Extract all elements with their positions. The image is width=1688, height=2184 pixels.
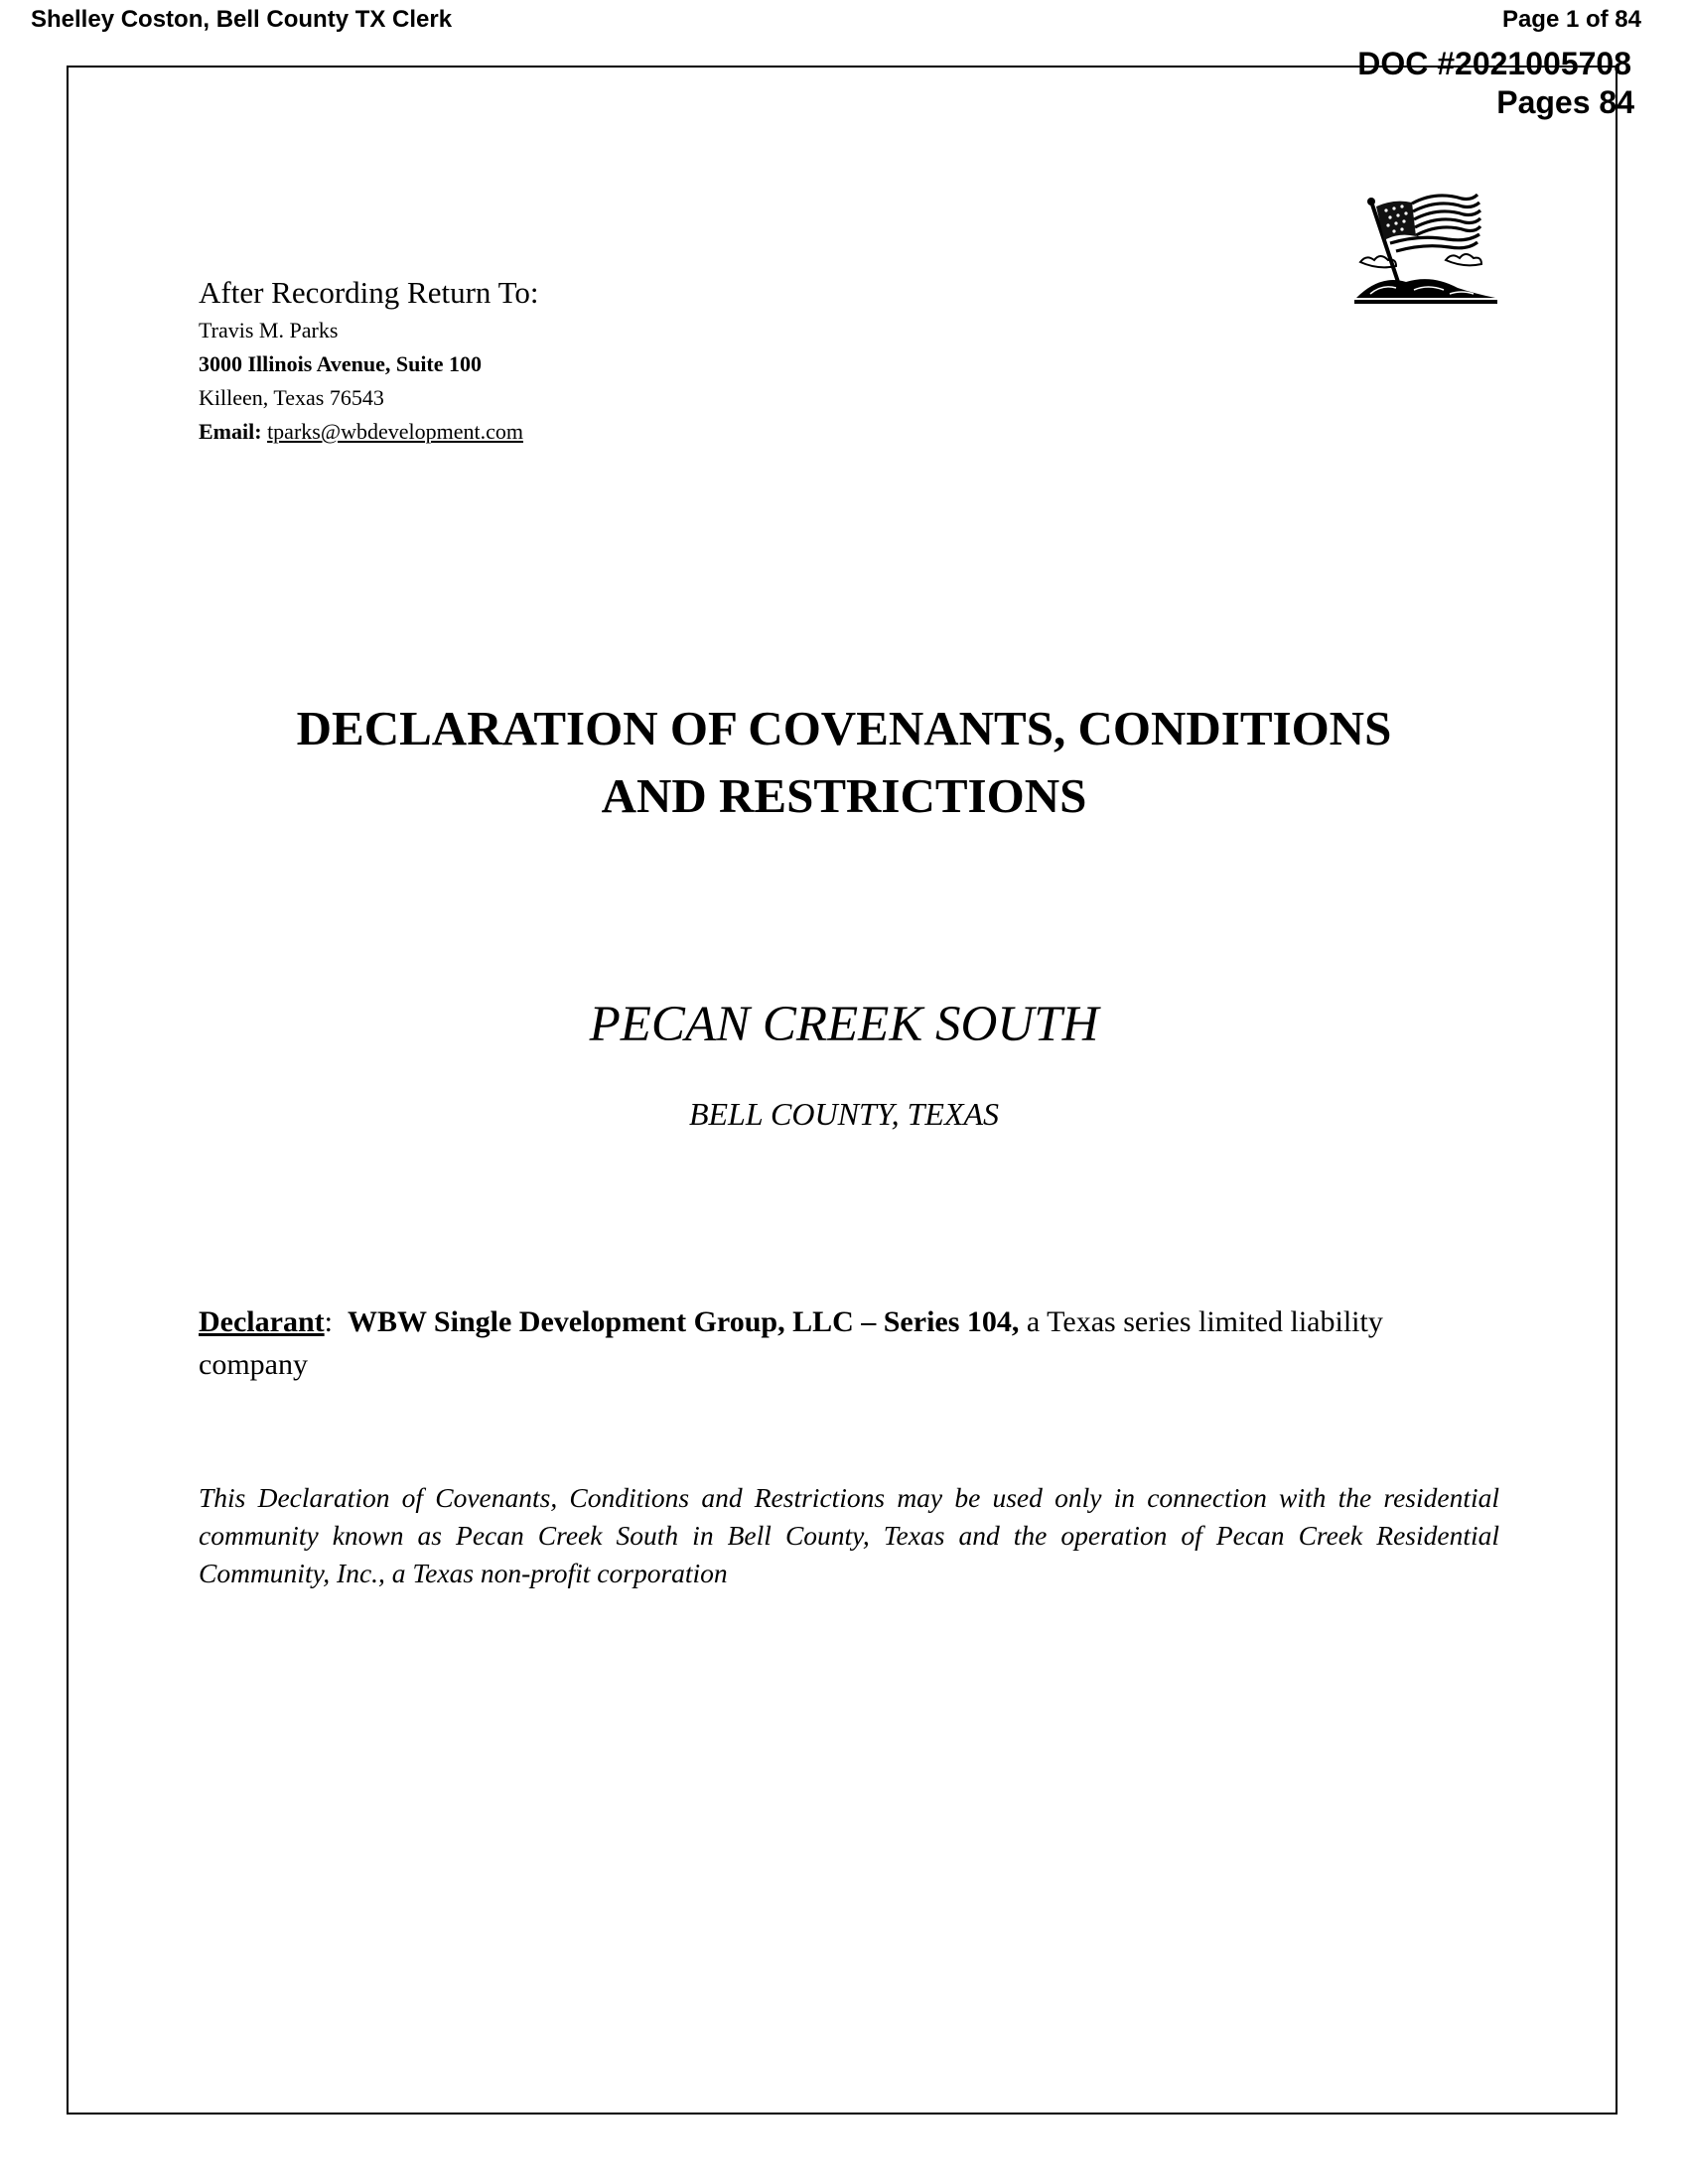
email-colon: : [254, 419, 262, 444]
declarant-name: WBW Single Development Group, LLC – Series 104, [347, 1305, 1020, 1338]
american-flag-icon [1350, 191, 1499, 308]
return-address-block [199, 272, 538, 449]
page-counter: Page 1 of 84 [1501, 6, 1641, 33]
page-count: Pages 84 [1496, 84, 1634, 120]
declarant-label: Declarant [199, 1305, 325, 1338]
usage-notice: This Declaration of Covenants, Conditions and Restrictions may be used only in connection with the residential community known as Pecan Creek South in Bell County, Texas and the operation of Pecan Creek Residential Community, Inc., a Texas non-profit corporation [199, 1482, 1499, 1588]
return-address-line-2: Killeen, Texas 76543 [199, 385, 384, 410]
declarant-description: a Texas series limited liability company [199, 1305, 1383, 1381]
document-title [149, 695, 1539, 830]
email-link[interactable]: tparks@wbdevelopment.com [267, 419, 523, 444]
return-heading: After Recording Return To: [199, 275, 539, 310]
return-name: Travis M. Parks [199, 318, 339, 342]
return-address-line-1: 3000 Illinois Avenue, Suite 100 [199, 351, 483, 376]
declarant-block: Declarant: WBW Single Development Group, LLC – Series 104, a Texas series limited liability company [199, 1305, 1383, 1381]
subdivision-name: PECAN CREEK SOUTH [589, 997, 1099, 1052]
email-label: Email [199, 419, 255, 444]
document-number: DOC #2021005708 [1357, 46, 1631, 81]
title-line-2: AND RESTRICTIONS [601, 768, 1087, 823]
title-line-1: DECLARATION OF COVENANTS, CONDITIONS [296, 701, 1392, 755]
recorder-clerk-label: Shelley Coston, Bell County TX Clerk [31, 6, 453, 33]
return-email-line [199, 415, 538, 449]
county-name: BELL COUNTY, TEXAS [688, 1096, 1000, 1132]
